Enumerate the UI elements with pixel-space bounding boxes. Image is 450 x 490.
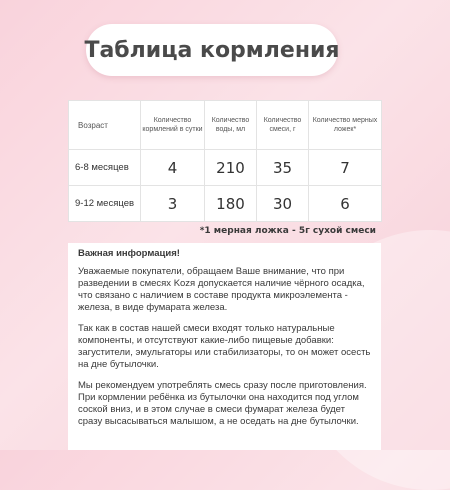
column-header-feedings: Количество кормлений в сутки: [141, 101, 205, 150]
cell-water: 210: [205, 150, 257, 186]
info-heading: Важная информация!: [78, 248, 180, 259]
page-title: Таблица кормления: [84, 37, 340, 63]
column-header-age: Возраст: [69, 101, 141, 150]
column-header-water: Количество воды, мл: [205, 101, 257, 150]
cell-age: 6-8 месяцев: [69, 150, 141, 186]
table-row: [69, 150, 382, 186]
info-section: [68, 243, 381, 450]
feeding-table: [68, 100, 381, 222]
table-footnote: *1 мерная ложка - 5г сухой смеси: [199, 226, 376, 236]
cell-age: 9-12 месяцев: [69, 186, 141, 222]
cell-water: 180: [205, 186, 257, 222]
column-header-mix: Количество смеси, г: [257, 101, 309, 150]
info-paragraph: Так как в состав нашей смеси входят только натуральные компоненты, и отсутствуют какие-либо пищевые добавки: загустители, эмульгаторы или стабилизаторы, то он может осесть на дне бутылочки.: [78, 323, 371, 370]
info-paragraph: Мы рекомендуем употреблять смесь сразу после приготовления. При кормлении ребёнка из бутылочки она находится под углом соской вниз, и в этом случае в смеси фумарат железа будет сразу высасываться малышом, а не оседать на дне бутылочки.: [78, 380, 367, 427]
cell-spoons: 6: [309, 186, 382, 222]
table-row: [69, 186, 382, 222]
table-header-row: [69, 101, 382, 150]
cell-feedings: 4: [141, 150, 205, 186]
cell-spoons: 7: [309, 150, 382, 186]
info-paragraph: Уважаемые покупатели, обращаем Ваше внимание, что при разведении в смесях Kozя допускается наличие чёрного осадка, что связано с наличием в составе продукта микроэлемента - железа, в виде фумарата железа.: [78, 266, 365, 313]
column-header-spoons: Количество мерных ложек*: [309, 101, 382, 150]
cell-mix: 30: [257, 186, 309, 222]
cell-mix: 35: [257, 150, 309, 186]
title-banner: [86, 24, 338, 76]
cell-feedings: 3: [141, 186, 205, 222]
